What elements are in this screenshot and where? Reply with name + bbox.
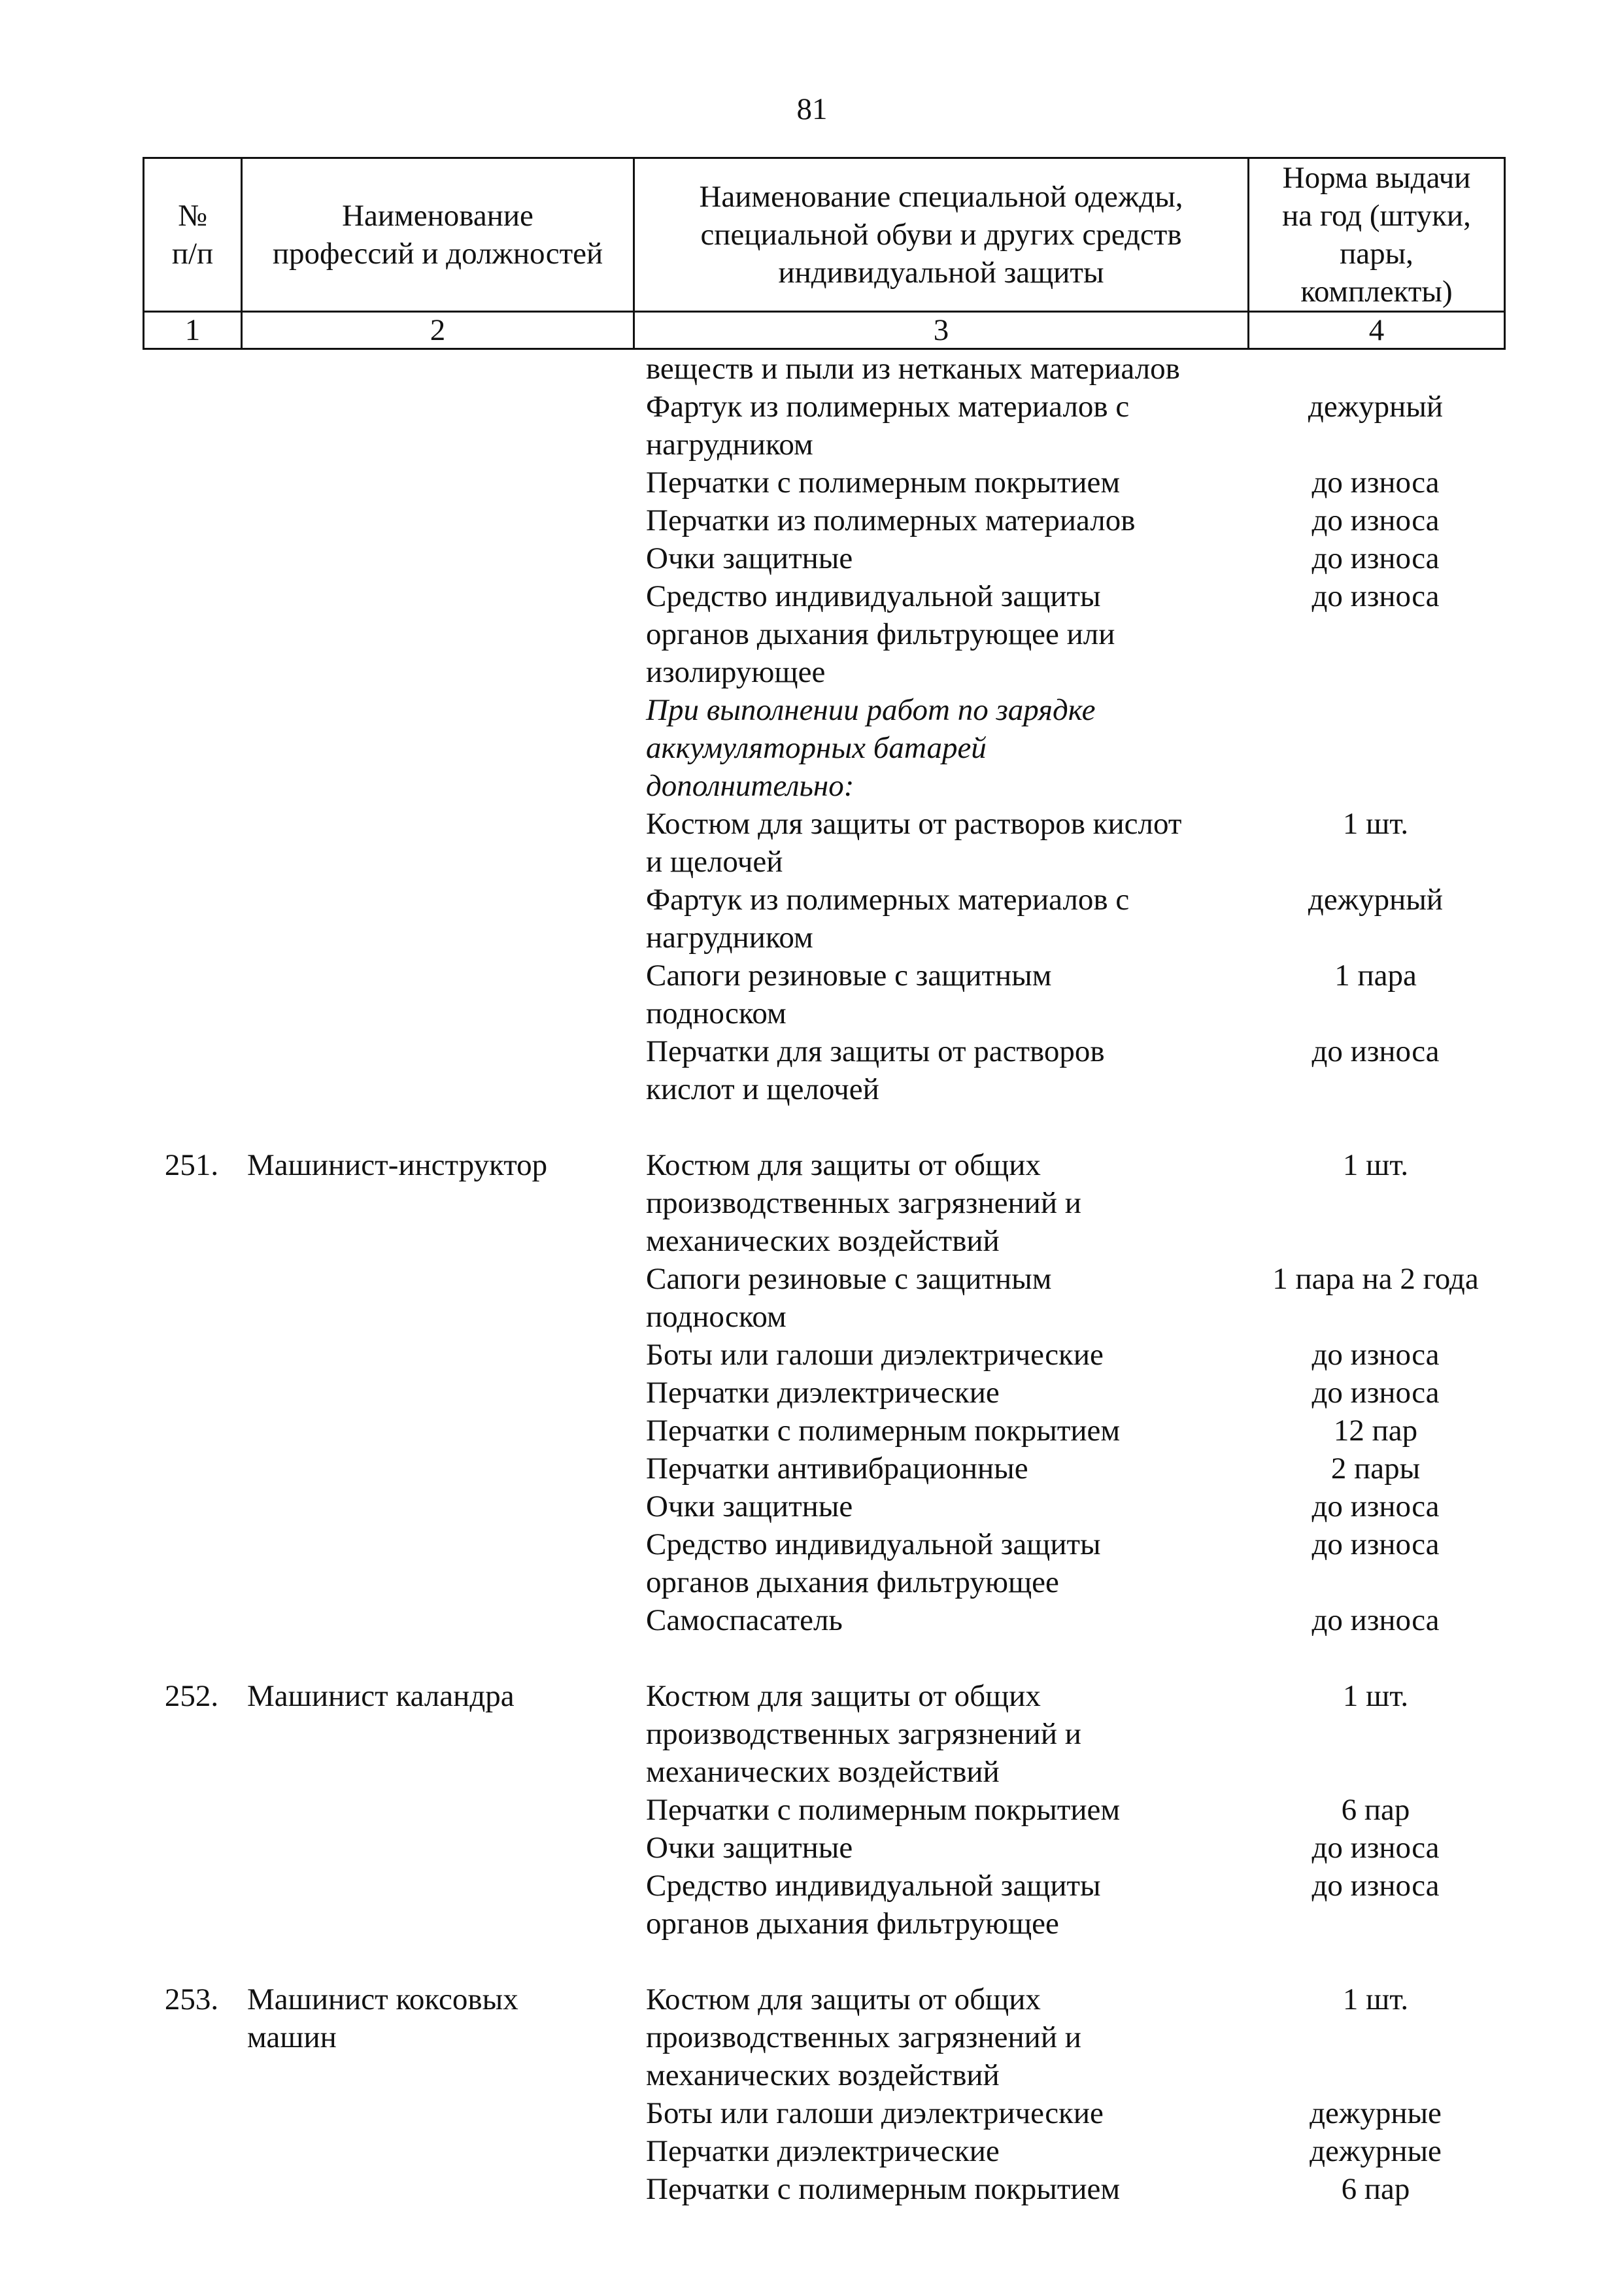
entry-group — [143, 1677, 1504, 1943]
equipment-name: Средство индивидуальной защиты органов дыхания фильтрующее — [646, 1869, 1101, 1941]
entry-number — [143, 464, 241, 502]
equipment-name: Очки защитные — [646, 1831, 853, 1865]
equipment-name: Средство индивидуальной защиты органов дыхания фильтрующее или изолирующее — [646, 579, 1115, 689]
issue-norm: 1 шт. — [1342, 1148, 1409, 1182]
entry-number — [143, 1450, 241, 1488]
profession-name — [241, 2170, 633, 2208]
profession-name — [241, 691, 633, 805]
issue-norm: 1 шт. — [1342, 1679, 1409, 1713]
table-row — [143, 1336, 1504, 1374]
profession-name: Машинист каландра — [247, 1679, 515, 1713]
equipment-name: Костюм для защиты от общих производственных загрязнений и механических воздействий — [646, 1982, 1081, 2092]
profession-name — [241, 1374, 633, 1412]
equipment-name: Костюм для защиты от общих производственных загрязнений и механических воздействий — [646, 1679, 1081, 1789]
equipment-name: Перчатки из полимерных материалов — [646, 503, 1136, 537]
entry-number — [143, 2132, 241, 2170]
issue-norm: 6 пар — [1341, 2172, 1410, 2206]
issue-norm: до износа — [1311, 466, 1440, 500]
entry-number: 252. — [164, 1679, 219, 1713]
equipment-name: Сапоги резиновые с защитным подноском — [646, 1262, 1052, 1334]
table-row — [143, 1032, 1504, 1108]
entry-number — [143, 2170, 241, 2208]
entry-number — [143, 2094, 241, 2132]
entry-number — [143, 805, 241, 881]
table-row — [143, 1374, 1504, 1412]
issue-norm: до износа — [1311, 541, 1440, 575]
entry-number — [143, 502, 241, 539]
profession-name — [241, 2094, 633, 2132]
header-number-4: 4 — [1249, 312, 1505, 349]
issue-norm: до износа — [1311, 1376, 1440, 1410]
entry-number — [143, 539, 241, 577]
equipment-name: Перчатки диэлектрические — [646, 1376, 1000, 1410]
equipment-name: Перчатки для защиты от растворов кислот и щелочей — [646, 1034, 1105, 1106]
entry-number — [143, 1374, 241, 1412]
entry-number — [143, 1336, 241, 1374]
table-row — [143, 1525, 1504, 1601]
entry-number — [143, 1032, 241, 1108]
table-row — [143, 1791, 1504, 1829]
profession-name — [241, 805, 633, 881]
issue-norm: до износа — [1311, 1831, 1440, 1865]
entry-number — [143, 388, 241, 464]
equipment-name: Самоспасатель — [646, 1603, 843, 1637]
profession-name — [241, 1260, 633, 1336]
profession-name — [241, 1867, 633, 1943]
table-row — [143, 805, 1504, 881]
entry-number — [143, 1412, 241, 1450]
entry-number — [143, 1601, 241, 1639]
profession-name — [241, 1450, 633, 1488]
equipment-name: Перчатки с полимерным покрытием — [646, 466, 1121, 500]
table-row — [143, 691, 1504, 805]
equipment-name: Перчатки с полимерным покрытием — [646, 2172, 1121, 2206]
issue-norm: 1 пара — [1334, 959, 1417, 993]
table-header — [143, 157, 1506, 350]
entry-group — [143, 1146, 1504, 1639]
entry-number — [143, 577, 241, 691]
profession-name: Машинист коксовых машин — [247, 1982, 518, 2054]
table-row — [143, 1829, 1504, 1867]
header-col-profession: Наименование профессий и должностей — [242, 158, 634, 312]
table-row — [143, 1980, 1504, 2094]
equipment-name: Средство индивидуальной защиты органов дыхания фильтрующее — [646, 1527, 1101, 1599]
entry-group — [143, 350, 1504, 1108]
issue-norm: до износа — [1311, 1489, 1440, 1523]
table-body — [143, 350, 1504, 2208]
issue-norm: 1 шт. — [1342, 1982, 1409, 2016]
table-row — [143, 1260, 1504, 1336]
equipment-name: Боты или галоши диэлектрические — [646, 1338, 1104, 1372]
table-row — [143, 502, 1504, 539]
issue-norm: до износа — [1311, 1034, 1440, 1068]
entry-number — [143, 1829, 241, 1867]
equipment-name: веществ и пыли из нетканых материалов — [646, 352, 1180, 386]
profession-name — [241, 1412, 633, 1450]
entry-number — [143, 1867, 241, 1943]
table-row — [143, 2170, 1504, 2208]
header-number-3: 3 — [634, 312, 1249, 349]
profession-name — [241, 502, 633, 539]
equipment-name: Перчатки с полимерным покрытием — [646, 1414, 1121, 1448]
table-row — [143, 539, 1504, 577]
entry-number: 251. — [164, 1148, 219, 1182]
profession-name — [241, 881, 633, 957]
entry-number: 253. — [164, 1982, 219, 2016]
profession-name — [241, 2132, 633, 2170]
table-row — [143, 881, 1504, 957]
equipment-name: Очки защитные — [646, 541, 853, 575]
issue-norm: 1 шт. — [1342, 807, 1409, 841]
table-row — [143, 1146, 1504, 1260]
header-number-2: 2 — [242, 312, 634, 349]
issue-norm — [1247, 691, 1504, 805]
header-col-number: № п/п — [144, 158, 242, 312]
equipment-name: Сапоги резиновые с защитным подноском — [646, 959, 1052, 1030]
issue-norm: до износа — [1311, 1869, 1440, 1903]
issue-norm: дежурные — [1310, 2096, 1442, 2130]
issue-norm: 2 пары — [1330, 1452, 1421, 1486]
issue-norm: дежурный — [1308, 883, 1444, 917]
issue-norm: до износа — [1311, 1338, 1440, 1372]
table-row — [143, 577, 1504, 691]
equipment-name: При выполнении работ по зарядке аккумуляторных батарей дополнительно: — [646, 693, 1096, 803]
issue-norm: дежурный — [1308, 390, 1444, 424]
issue-norm — [1247, 350, 1504, 388]
table-row — [143, 388, 1504, 464]
profession-name — [241, 1601, 633, 1639]
equipment-name: Фартук из полимерных материалов с нагрудником — [646, 883, 1130, 955]
equipment-name: Костюм для защиты от растворов кислот и щелочей — [646, 807, 1182, 879]
profession-name — [241, 388, 633, 464]
table-row — [143, 350, 1504, 388]
issue-norm: до износа — [1311, 1603, 1440, 1637]
table-row — [143, 1450, 1504, 1488]
table-row — [143, 957, 1504, 1032]
profession-name — [241, 577, 633, 691]
profession-name — [241, 1336, 633, 1374]
equipment-name: Перчатки антивибрационные — [646, 1452, 1028, 1486]
table-row — [143, 2132, 1504, 2170]
issue-norm: до износа — [1311, 1527, 1440, 1561]
profession-name — [241, 1791, 633, 1829]
table-row — [143, 464, 1504, 502]
entry-number — [143, 1791, 241, 1829]
equipment-name: Фартук из полимерных материалов с нагрудником — [646, 390, 1130, 462]
entry-number — [143, 691, 241, 805]
entry-number — [143, 1260, 241, 1336]
entry-number — [143, 957, 241, 1032]
entry-number — [143, 1488, 241, 1525]
header-col-norm: Норма выдачи на год (штуки, пары, комплекты) — [1249, 158, 1505, 312]
profession-name — [241, 350, 633, 388]
equipment-name: Перчатки с полимерным покрытием — [646, 1793, 1121, 1827]
table-row — [143, 1488, 1504, 1525]
profession-name — [241, 957, 633, 1032]
issue-norm: 1 пара на 2 года — [1272, 1262, 1479, 1296]
table-row — [143, 1412, 1504, 1450]
table-row — [143, 2094, 1504, 2132]
profession-name — [241, 464, 633, 502]
issue-norm: 6 пар — [1341, 1793, 1410, 1827]
profession-name — [241, 1488, 633, 1525]
header-number-1: 1 — [144, 312, 242, 349]
equipment-name: Костюм для защиты от общих производственных загрязнений и механических воздействий — [646, 1148, 1081, 1258]
entry-group — [143, 1980, 1504, 2208]
equipment-name: Очки защитные — [646, 1489, 853, 1523]
table-row — [143, 1601, 1504, 1639]
page-number: 81 — [796, 92, 828, 126]
profession-name — [241, 1525, 633, 1601]
header-col-equipment: Наименование специальной одежды, специальной обуви и других средств индивидуальной защиты — [634, 158, 1249, 312]
equipment-name: Боты или галоши диэлектрические — [646, 2096, 1104, 2130]
issue-norm: 12 пар — [1333, 1414, 1418, 1448]
entry-number — [143, 350, 241, 388]
equipment-name: Перчатки диэлектрические — [646, 2134, 1000, 2168]
profession-name — [241, 1829, 633, 1867]
profession-name: Машинист-инструктор — [247, 1148, 548, 1182]
table-row — [143, 1677, 1504, 1791]
entry-number — [143, 1525, 241, 1601]
profession-name — [241, 539, 633, 577]
entry-number — [143, 881, 241, 957]
issue-norm: дежурные — [1310, 2134, 1442, 2168]
profession-name — [241, 1032, 633, 1108]
issue-norm: до износа — [1311, 503, 1440, 537]
table-row — [143, 1867, 1504, 1943]
issue-norm: до износа — [1311, 579, 1440, 613]
